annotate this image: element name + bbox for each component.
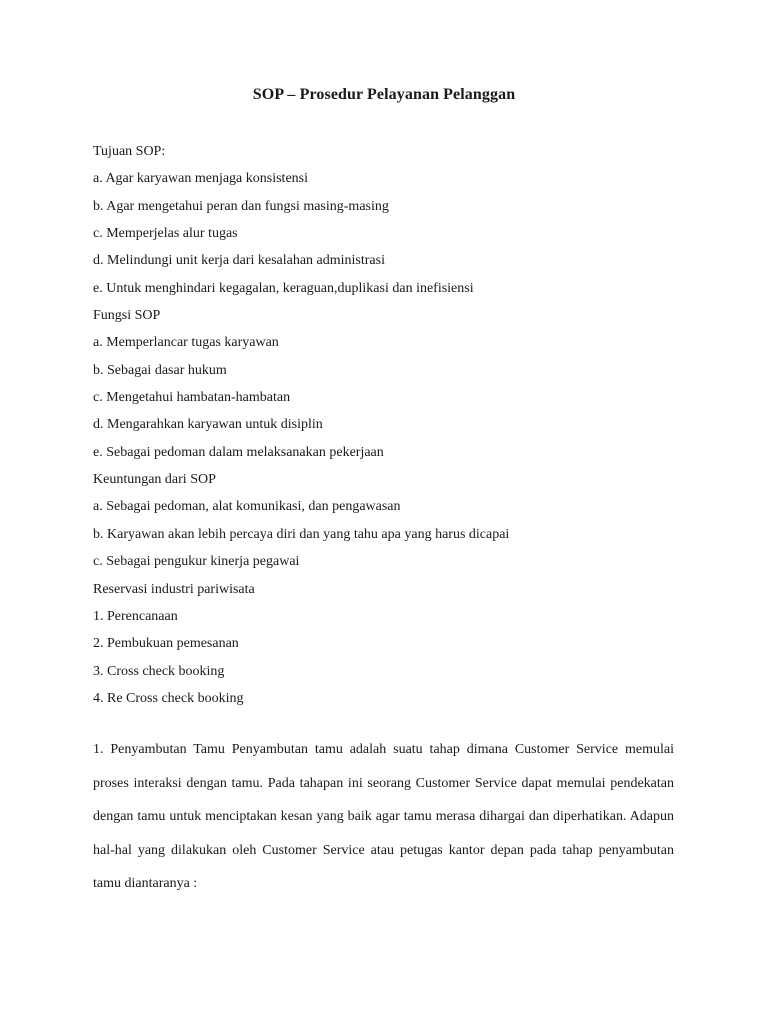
list-item: 2. Pembukuan pemesanan — [93, 636, 239, 652]
list-item: d. Mengarahkan karyawan untuk disiplin — [93, 417, 323, 433]
list-item: 1. Perencanaan — [93, 608, 178, 624]
list-item: b. Agar mengetahui peran dan fungsi masing-masing — [93, 198, 389, 214]
document-lines — [93, 142, 683, 716]
line-keuntungan-heading: Keuntungan dari SOP — [93, 472, 216, 488]
list-item: 3. Cross check booking — [93, 663, 225, 679]
line-reservasi-heading: Reservasi industri pariwisata — [93, 581, 255, 597]
document-title: SOP – Prosedur Pelayanan Pelanggan — [252, 86, 516, 103]
line-fungsi-heading: Fungsi SOP — [93, 308, 161, 324]
line-tujuan-heading: Tujuan SOP: — [93, 144, 166, 159]
list-item: e. Sebagai pedoman dalam melaksanakan pekerjaan — [93, 444, 384, 460]
list-item: e. Untuk menghindari kegagalan, keraguan,duplikasi dan inefisiensi — [93, 280, 474, 296]
list-item: c. Sebagai pengukur kinerja pegawai — [93, 554, 300, 570]
list-item: 4. Re Cross check booking — [93, 690, 244, 706]
body-paragraph: 1. Penyambutan Tamu Penyambutan tamu adalah suatu tahap dimana Customer Service memulai proses interaksi dengan tamu. Pada tahapan ini seorang Customer Service dapat memulai pendekatan dengan tamu untuk menciptakan kesan yang baik agar tamu merasa dihargai dan diperhatikan. Adapun hal-hal yang dilakukan oleh Customer Service atau petugas kantor depan pada tahap penyambutan tamu diantaranya : — [93, 742, 674, 892]
list-item: c. Mengetahui hambatan-hambatan — [93, 390, 291, 406]
list-item: c. Memperjelas alur tugas — [93, 226, 238, 242]
list-item: a. Sebagai pedoman, alat komunikasi, dan pengawasan — [93, 499, 401, 515]
list-item: a. Memperlancar tugas karyawan — [93, 335, 279, 351]
list-item: a. Agar karyawan menjaga konsistensi — [93, 171, 308, 187]
list-item: b. Karyawan akan lebih percaya diri dan yang tahu apa yang harus dicapai — [93, 526, 510, 542]
list-item: d. Melindungi unit kerja dari kesalahan administrasi — [93, 253, 385, 269]
list-item: b. Sebagai dasar hukum — [93, 362, 227, 378]
